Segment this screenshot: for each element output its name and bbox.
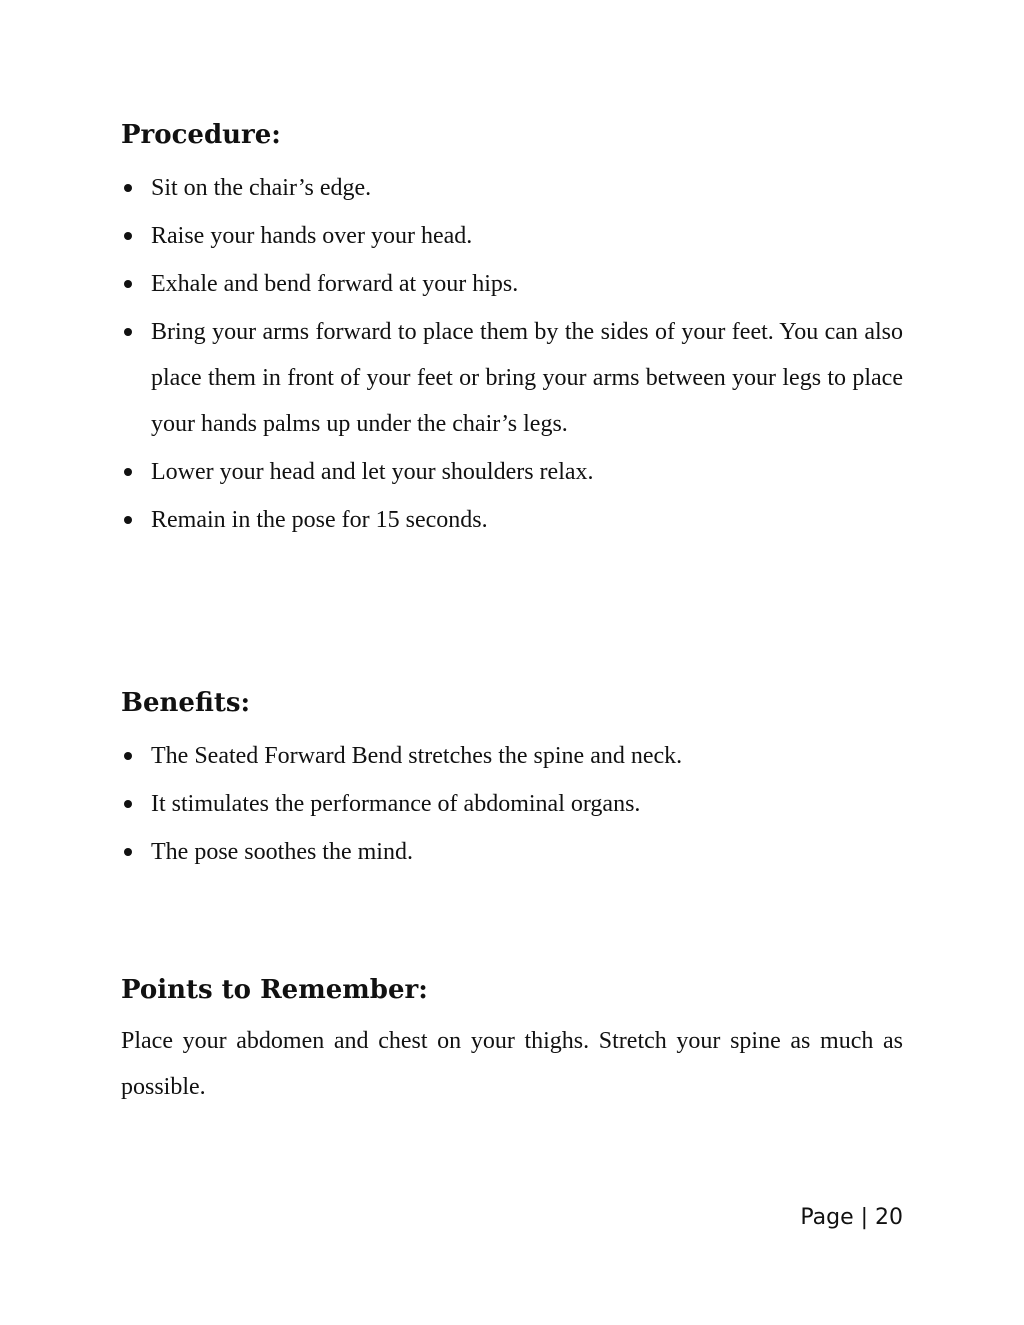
list-item	[121, 449, 903, 495]
benefits-heading: Benefits:	[121, 688, 251, 718]
bullet-icon	[124, 280, 132, 288]
list-item-text: The pose soothes the mind.	[151, 839, 413, 865]
points-heading: Points to Remember:	[121, 975, 428, 1005]
bullet-icon	[124, 328, 132, 336]
list-item	[121, 829, 903, 875]
list-item-text: Lower your head and let your shoulders relax.	[151, 459, 594, 485]
bullet-icon	[124, 184, 132, 192]
benefits-list	[121, 733, 903, 877]
bullet-icon	[124, 232, 132, 240]
list-item	[121, 497, 903, 543]
list-item-text: It stimulates the performance of abdominal organs.	[151, 791, 641, 817]
list-item	[121, 781, 903, 827]
list-item-text: Exhale and bend forward at your hips.	[151, 271, 519, 297]
points-paragraph: Place your abdomen and chest on your thighs. Stretch your spine as much as possible.	[121, 1028, 903, 1100]
list-item-text: Sit on the chair’s edge.	[151, 175, 372, 201]
list-item	[121, 261, 903, 307]
list-item-text: Bring your arms forward to place them by the sides of your feet. You can also place them in front of your feet or bring your arms between your legs to place your hands palms up under the chair’s legs.	[151, 319, 903, 437]
list-item-text: The Seated Forward Bend stretches the spine and neck.	[151, 743, 683, 769]
bullet-icon	[124, 516, 132, 524]
list-item-text: Raise your hands over your head.	[151, 223, 473, 249]
list-item	[121, 165, 903, 211]
list-item	[121, 309, 903, 447]
list-item	[121, 213, 903, 259]
page-number: Page | 20	[800, 1205, 903, 1230]
list-item	[121, 733, 903, 779]
document-page	[121, 0, 903, 1325]
bullet-icon	[124, 752, 132, 760]
bullet-icon	[124, 800, 132, 808]
procedure-heading: Procedure:	[121, 120, 281, 150]
procedure-list	[121, 165, 903, 545]
list-item-text: Remain in the pose for 15 seconds.	[151, 507, 488, 533]
bullet-icon	[124, 468, 132, 476]
bullet-icon	[124, 848, 132, 856]
